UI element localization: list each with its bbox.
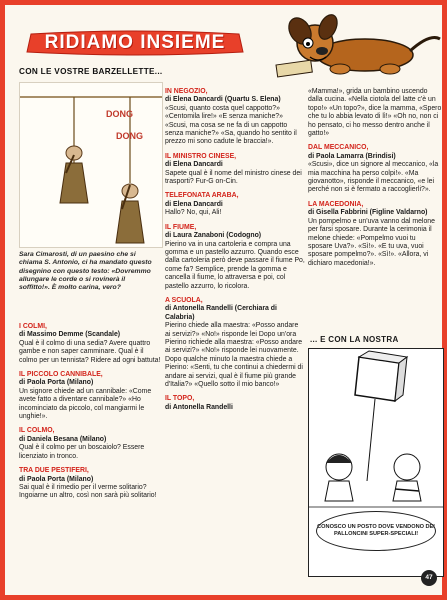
joke-item: IL COLMO, di Daniela Besana (Milano) Qual è il colmo per un boscaiolo? Essere licenziato in tronco. <box>19 427 145 460</box>
joke-item: IL MINISTRO CINESE, di Elena Dancardi Sapete qual è il nome del ministro cinese dei trasporti? Fur-G on-Cin. <box>165 152 302 186</box>
lucy-figure <box>325 454 353 501</box>
page-title: RIDIAMO INSIEME <box>44 32 226 53</box>
joke-item: IL PICCOLO CANNIBALE, di Paola Porta (Milano) Un signore chiede ad un cannibale: «Come avete fatto a diventare cannibale?» «Ho incominciato da piccolo, col mangiarmi le unghie!». <box>19 371 152 421</box>
joke-item: «Mamma!», grida un bambino uscendo dalla cucina. «Nella ciotola del latte c'è un topo!» «Un topo?», dice la mamma, «Spero che tu lo abbia levato di lì!» «Oh no, non ci ho pensato, ci ho messo dentro anche il gatto!» <box>308 88 442 138</box>
joke-item: IN NEGOZIO, di Elena Dancardi (Quartu S. Elena) «Scusi, quanto costa quel cappotto?» «Centomila lire!» «E senza maniche?» «Scusi, ma cosa se ne fa di un cappotto senza maniche?» «Sa, quando ho sentito il prezzo mi sono cadute le braccia!». <box>165 88 297 146</box>
title-banner <box>25 30 245 56</box>
joke-item: I COLMI, di Massimo Demme (Scandale) Qual è il colmo di una sedia? Avere quattro gambe e non saper camminare. Qual è il colmo per un tennista? Ridere ad ogni battuta! <box>19 323 161 364</box>
drawing-caption: Sara Cimarosti, di un paesino che si chiama S. Antonio, ci ha mandato questo disegnino con questo testo: «Dovremmo allungare le corde o si rovinerà il soffitto!». È molto carina, vero? <box>19 251 152 292</box>
magazine-page <box>5 5 442 595</box>
cartoon-strip <box>308 348 444 577</box>
dong-text-1: DONG <box>106 109 133 119</box>
square-balloon <box>355 357 399 401</box>
dong-text-2: DONG <box>116 131 143 141</box>
joke-item: IL FIUME, di Laura Zanaboni (Codogno) Pierino va in una cartoleria e compra una gomma e un pastello azzurro. Quando esce dalla cartoleria però deve passare il fiume Po, come fa? Semplice, prende la gomma e cancella il fiume, lo attraversa e poi, col pastello azzurro, lo ricolora. <box>165 223 305 290</box>
joke-column-3 <box>308 88 442 274</box>
speech-bubble <box>316 511 436 551</box>
charlie-figure <box>393 454 421 501</box>
bell-ringers-drawing <box>20 83 162 247</box>
joke-item: DAL MECCANICO, di Paola Lamarra (Brindisi) «Scusi», dice un signore al meccanico, «la mia macchina ha perso colpi!». «Ma giovanotto», risponde il meccanico, «e lei perché non si è fermato a raccoglierli?». <box>308 144 439 194</box>
page-number: 47 <box>421 570 437 586</box>
joke-item: TELEFONATA ARABA, di Elena Dancardi Hallo? No, qui, Ali! <box>165 192 239 217</box>
monk-figure-left <box>60 146 88 203</box>
joke-column-1 <box>19 323 161 507</box>
monk-figure-right <box>116 184 144 243</box>
reader-drawing <box>19 82 163 248</box>
joke-item: TRA DUE PESTIFERI, di Paola Porta (Milano) Sai qual è il rimedio per il verme solitario? Ingoiarne un altro, così non sarà più solitario! <box>19 467 157 500</box>
joke-item: LA MACEDONIA, di Gisella Fabbrini (Figline Valdarno) Un pompelmo e un'uva vanno dal melone per farsi sposare. Durante la cerimonia il melone chiede: «Pompelmo vuoi tu sposare Uva?». «Sì!». «E tu uva, vuoi sposare pompelmo?». «Sì!». «Allora, vi dichiaro macedonia!». <box>308 200 435 267</box>
section-subtitle: CON LE VOSTRE BARZELLETTE... <box>19 67 163 76</box>
speech-text: CONOSCO UN POSTO DOVE VENDONO DEI PALLONCINI SUPER-SPECIALI! <box>317 524 435 537</box>
joke-item: IL TOPO, di Antonella Randelli <box>165 395 233 411</box>
joke-column-2 <box>165 88 305 418</box>
cartoon-heading: ... E CON LA NOSTRA <box>310 335 399 344</box>
joke-item: A SCUOLA, di Antonella Randelli (Cerchiara di Calabria) Pierino chiede alla maestra: «Posso andare ai servizi?» «No!» risponde lei Dopo un'ora Pierino richiede alla maestra: «Posso andare ai servizi?» «No!» risponde lei nuovamente. Dopo qualche minuto la maestra chiede a Pierino: «Senti, tu che continui a chiedermi di andare ai servizi, qual è il fiume più grande d'Italia?» «Quello sotto il mio banco!» <box>165 296 303 388</box>
dog-mascot-illustration <box>270 13 445 81</box>
